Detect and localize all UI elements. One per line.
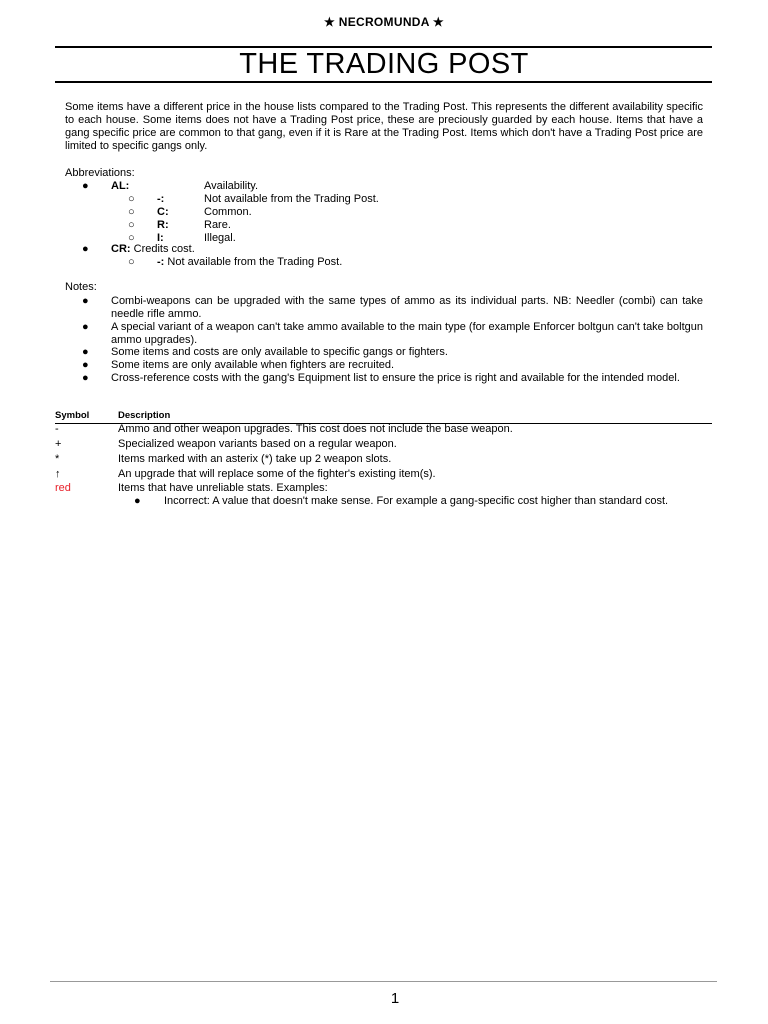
abbr-label: CR: — [111, 243, 131, 255]
notes-heading: Notes: — [65, 281, 97, 293]
note-item: A special variant of a weapon can't take ammo available to the main type (for example Enforcer boltgun can't take boltgun ammo upgrades). — [111, 321, 703, 346]
bullet: ● — [82, 180, 89, 192]
bullet: ● — [134, 495, 141, 507]
page-number: 1 — [390, 990, 400, 1007]
description-cell: Items that have unreliable stats. Examples: — [118, 482, 328, 494]
description-cell: An upgrade that will replace some of the fighter's existing item(s). — [118, 468, 436, 480]
description-cell: Ammo and other weapon upgrades. This cost does not include the base weapon. — [118, 423, 513, 435]
sub-bullet: ○ — [128, 232, 135, 244]
intro-paragraph: Some items have a different price in the house lists compared to the Trading Post. This represents the different availability specific to each house. Some items does not have a Trading Post price, these are preciously guarded by each house. Items that have a gang specific price are common to that gang, even if it is Rare at the Trading Post. Items which don't have a Trading Post price are limited to specific gangs only. — [65, 101, 703, 152]
abbr-code-group — [157, 256, 342, 269]
running-header: ★ NECROMUNDA ★ — [324, 15, 444, 29]
symbol-cell: * — [55, 453, 60, 465]
symbol-column-header: Symbol — [55, 410, 90, 421]
abbr-code: -: — [157, 256, 165, 268]
abbr-code: -: — [157, 193, 165, 205]
footer-rule — [50, 981, 717, 982]
abbreviations-heading: Abbreviations: — [65, 167, 135, 179]
symbol-cell: ↑ — [55, 468, 61, 480]
sub-bullet: ○ — [128, 193, 135, 205]
bullet: ● — [82, 321, 89, 333]
note-item: Some items and costs are only available to specific gangs or fighters. — [111, 346, 448, 358]
abbr-text: Rare. — [204, 219, 231, 231]
symbol-cell: - — [55, 423, 59, 435]
abbr-text: Illegal. — [204, 232, 236, 244]
bullet: ● — [82, 359, 89, 371]
abbr-text: Not available from the Trading Post. — [167, 256, 343, 268]
symbol-cell-red: red — [55, 482, 71, 494]
bullet: ● — [82, 346, 89, 358]
abbr-text: Availability. — [204, 180, 259, 192]
red-example-text: Incorrect: A value that doesn't make sense. For example a gang-specific cost higher than standard cost. — [164, 495, 669, 507]
abbr-code: I: — [157, 232, 164, 244]
bullet: ● — [82, 243, 89, 255]
bullet: ● — [82, 295, 89, 307]
description-cell: Specialized weapon variants based on a regular weapon. — [118, 438, 397, 450]
sub-bullet: ○ — [128, 256, 135, 268]
symbol-cell: + — [55, 438, 62, 450]
note-item: Cross-reference costs with the gang's Equipment list to ensure the price is right and available for the intended model. — [111, 372, 680, 384]
title-rule — [55, 81, 712, 83]
description-cell: Items marked with an asterix (*) take up 2 weapon slots. — [118, 453, 392, 465]
abbr-code: R: — [157, 219, 169, 231]
abbr-text: Not available from the Trading Post. — [204, 193, 379, 205]
note-item: Some items are only available when fighters are recruited. — [111, 359, 395, 371]
note-item: Combi-weapons can be upgraded with the same types of ammo as its individual parts. NB: Needler (combi) can take needle rifle ammo. — [111, 295, 703, 320]
abbr-code: C: — [157, 206, 169, 218]
description-column-header: Description — [118, 410, 171, 421]
sub-bullet: ○ — [128, 206, 135, 218]
bullet: ● — [82, 372, 89, 384]
sub-bullet: ○ — [128, 219, 135, 231]
page-title: THE TRADING POST — [239, 48, 529, 80]
abbr-text: Common. — [204, 206, 252, 218]
abbr-label-group — [111, 243, 195, 256]
abbr-text: Credits cost. — [133, 243, 195, 255]
abbr-label: AL: — [111, 180, 130, 192]
